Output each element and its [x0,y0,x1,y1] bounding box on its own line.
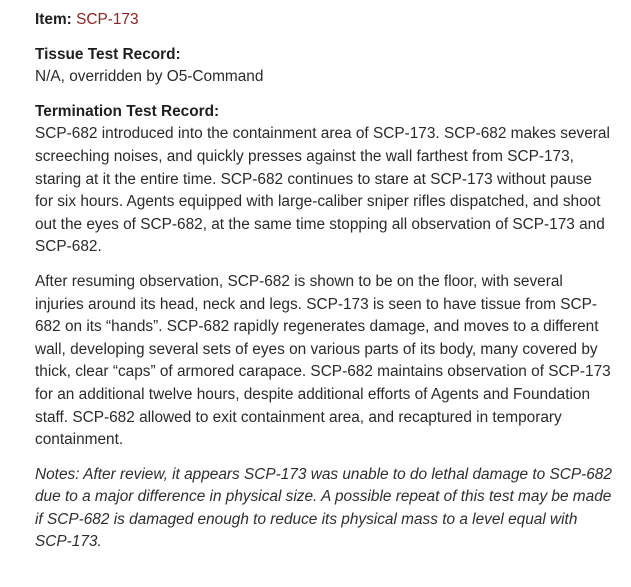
item-link-scp-173[interactable]: SCP-173 [76,11,139,28]
tissue-test-text: N/A, overridden by O5-Command [35,68,264,86]
tissue-test-heading: Tissue Test Record: [35,45,181,63]
termination-paragraph-2: After resuming observation, SCP-682 is shown to be on the floor, with several injuries around its head, neck and legs. SCP-173 is seen to have tissue from SCP-682 on its “hands”. SCP-682 rapidly regenerates damage, and moves to a different wall, developing several sets of eyes on various parts of its body, many covered by thick, clear “caps” of armored carapace. SCP-682 maintains observation of SCP-173 for an additional twelve hours, despite additional efforts of Agents and Foundation staff. SCP-682 allowed to exit containment area, and recaptured in temporary containment. [35,272,611,449]
tissue-test-section [35,44,613,89]
item-label: Item: [35,11,72,28]
termination-test-section [35,101,613,452]
item-line [35,9,613,32]
notes-paragraph: Notes: After review, it appears SCP-173 was unable to do lethal damage to SCP-682 due to a major difference in physical size. A possible repeat of this test may be made if SCP-682 is damaged enough to reduce its physical mass to a level equal with SCP-173. [35,465,612,551]
termination-paragraph-1: SCP-682 introduced into the containment area of SCP-173. SCP-682 makes several screeching noises, and quickly presses against the wall farthest from SCP-173, staring at it the entire time. SCP-682 continues to stare at SCP-173 without pause for six hours. Agents equipped with large-caliber sniper rifles dispatched, and shoot out the eyes of SCP-682, at the same time stopping all observation of SCP-173 and SCP-682. [35,125,610,256]
termination-test-heading: Termination Test Record: [35,102,220,120]
